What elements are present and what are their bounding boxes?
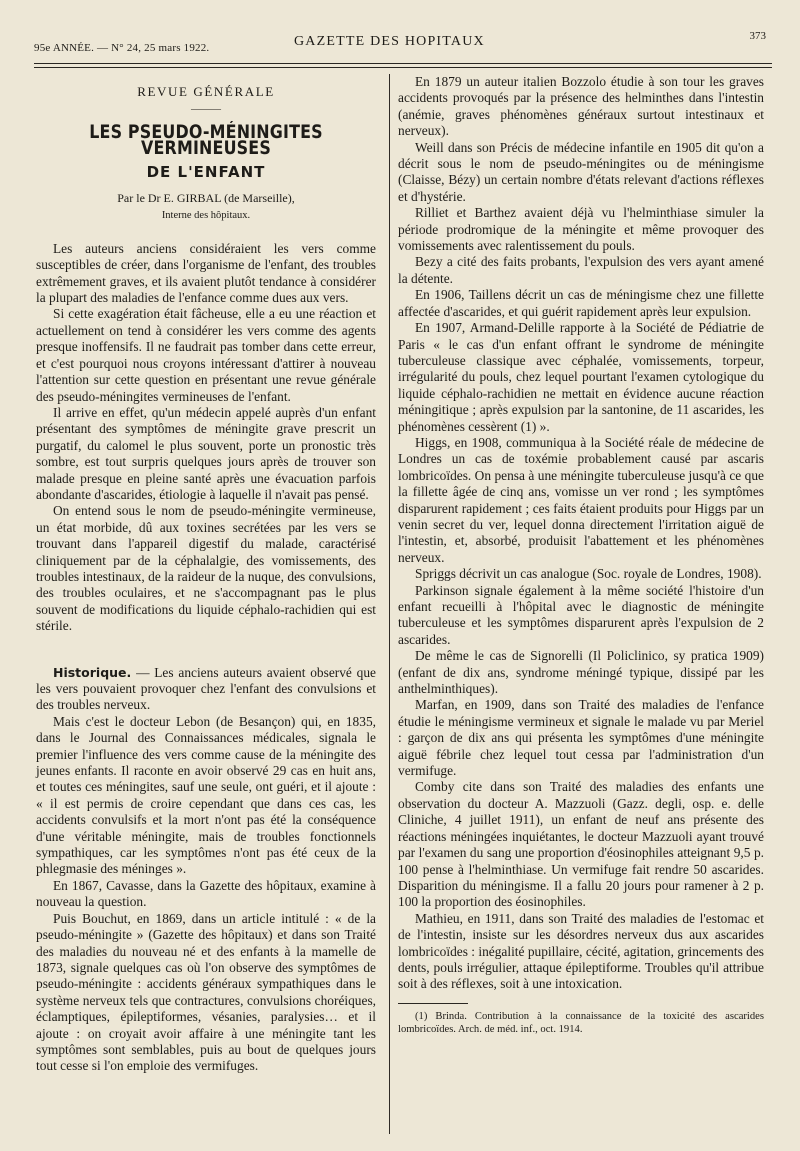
paragraph: Weill dans son Précis de médecine infantile en 1905 dit qu'on a décrit sous le nom de pseudo-méningites ou de méningisme (Claisse, Bézy) un certain nombre d'états relevant d'actions réflexes et d'hystérie. [398,139,764,204]
left-column [36,74,376,1075]
historique-paragraph [36,665,376,714]
paragraph: On entend sous le nom de pseudo-méningite vermineuse, un état morbide, dû aux toxines secrétées par les vers se trouvant dans l'appareil digestif du malade, caractérisé cliniquement par de la céphalalgie, des vomissements, des troubles intestinaux, de la raideur de la nuque, des convulsions, des troubles oculaires, et ne s'accompagnant pas le plus souvent de modifications du liquide céphalo-rachidien qui est stérile. [36,503,376,634]
author-byline: Par le Dr E. GIRBAL (de Marseille), [117,191,295,206]
paragraph: Bezy a cité des faits probants, l'expulsion des vers ayant amené la détente. [398,254,764,286]
journal-title: GAZETTE DES HOPITAUX [294,34,485,49]
article-subtitle: DE L'ENFANT [146,162,266,181]
running-header [34,30,772,64]
author-title: Interne des hôpitaux. [161,210,251,222]
section-kicker: REVUE GÉNÉRALE [137,84,275,99]
paragraph: Il arrive en effet, qu'un médecin appelé auprès d'un enfant présentant des symptômes de méningite grave prescrit un purgatif, du calomel le plus souvent, porte un pronostic très sombre, est tout surpris quelques jours après de trouver son malade presque en pleine santé après une évacuation parfois abondante d'ascarides, étiologie à laquelle il n'avait pas pensé. [36,404,376,502]
paragraph: Les auteurs anciens considéraient les vers comme susceptibles de créer, dans l'organisme de l'enfant, des troubles extrêmement graves, et ils avaient plutôt tendance à considérer la plupart des maladies de l'enfance comme dues aux vers. [36,240,376,306]
header-rule [34,63,772,64]
column-divider [389,74,390,1134]
right-column [398,74,764,1036]
page-number: 373 [749,30,766,42]
paragraph: En 1867, Cavasse, dans la Gazette des hôpitaux, examine à nouveau la question. [36,877,376,910]
issue-info: 95e ANNÉE. — N° 24, 25 mars 1922. [34,42,210,54]
article-title: LES PSEUDO-MÉNINGITES VERMINEUSES [89,121,323,160]
paragraph: Mathieu, en 1911, dans son Traité des maladies de l'estomac et de l'intestin, insiste sur les désordres nerveux dus aux ascarides lombricoïdes : inégalité pupillaire, cécité, agitation, grincements des dents, pouls irrégulier, attaque épileptiforme. Troubles qu'il attribue soit à des réflexes, soit à une intoxication. [398,910,764,992]
paragraph: De même le cas de Signorelli (Il Policlinico, sy pratica 1909) (enfant de dix ans, syndrome méningé typique, dissipé par les anthelminthiques). [398,648,764,697]
paragraph-text: — Les anciens auteurs avaient observé que les vers pouvaient provoquer chez l'enfant des convulsions et des troubles nerveux. [36,664,376,713]
paragraph: Higgs, en 1908, communiqua à la Société réale de médecine de Londres un cas de toxémie probablement causé par ascaris lombricoïdes. On pensa à une méningite tuberculeuse jusqu'à ce que la fillette âgée de cinq ans, vomisse un ver rond ; les symptômes disparurent rapidement ; ces faits étaient produits pour Higgs par un venin secret du ver, lequel donna directement l'irritation aiguë de l'intestin, et, absorbé, produisit l'abattement et les phénomènes nerveux. [398,434,764,565]
section-heading: Historique. [53,664,132,680]
paragraph: En 1879 un auteur italien Bozzolo étudie à son tour les graves accidents provoqués par la présence des helminthes dans l'intestin (anémie, graves phénomènes généraux surtout intestinaux et nerveux). [398,74,764,139]
paragraph: Spriggs décrivit un cas analogue (Soc. royale de Londres, 1908). [415,566,762,582]
paragraph: En 1906, Taillens décrit un cas de méningisme chez une fillette affectée d'ascarides, et qui guérit rapidement après leur expulsion. [398,287,764,319]
paragraph: Comby cite dans son Traité des maladies des enfants une observation du docteur A. Mazzuoli (Gazz. degli, osp. e. delle Cliniche, 4 juillet 1911), un enfant de neuf ans présente des réactions méningées inquiétantes, le docteur Mazzuoli ayant trouvé par l'examen du sang une proportion d'éosinophiles atteignant 9,5 p. 100 pense à l'helminthiase. Un vermifuge fait rendre 50 ascarides. Disparition du méningisme. Il a fallu 20 jours pour ramener à 2 p. 100 la proportion des éosinophiles. [398,779,764,910]
paragraph: Marfan, en 1909, dans son Traité des maladies de l'enfance étudie le méningisme vermineux et signale le malade vu par Meriel : garçon de dix ans qui présenta les symptômes d'une méningite aiguë fébrile chez lequel tout cessa par l'administration d'un vermifuge. [398,697,764,779]
paragraph: En 1907, Armand-Delille rapporte à la Société de Pédiatrie de Paris « le cas d'un enfant offrant le syndrome de méningite tuberculeuse classique avec céphalée, vomissements, torpeur, irrégularité du pouls, chez lequel pourtant l'examen cytologique du liquide céphalo-rachidien ne mettait en évidence aucune réaction méningitique ; après expulsion par la santonine, de 11 ascarides, les phénomènes cessèrent (1) ». [398,320,764,434]
footnote-rule [398,1003,468,1004]
paragraph: Puis Bouchut, en 1869, dans un article intitulé : « de la pseudo-méningite » (Gazette des hôpitaux) et dans son Traité des maladies du nouveau né et des enfants à la mamelle de 1873, signale quelques cas où l'on observe des symptômes de pseudo-méningite : accidents généraux sympathiques dans le système nerveux tels que contractures, convulsions choréiques, éclamptiques, épileptiformes, vésanies, paralysies… et il ajoute : on croyait avoir affaire à une méningite tant les symptômes sont semblables, puis au bout de quelques jours tout cesse si l'on emploie des vermifuges. [36,910,376,1074]
footnote: (1) Brinda. Contribution à la connaissance de la toxicité des ascarides lombricoïdes. Arch. de méd. inf., oct. 1914. [398,1010,764,1035]
paragraph: Rilliet et Barthez avaient déjà vu l'helminthiase simuler la période prodromique de la méningite et même provoquer des vomissements avec ralentissement du pouls. [398,205,764,254]
paragraph: Si cette exagération était fâcheuse, elle a eu une réaction et actuellement on tend à considérer les vers comme des agents presque inoffensifs. Il ne faudrait pas tomber dans cette erreur, et c'est pourquoi nous croyons intéressant d'attirer à nouveau l'attention sur cette question en présentant une revue générale des pseudo-méningites vermineuses de l'enfant. [36,306,376,404]
paragraph: Mais c'est le docteur Lebon (de Besançon) qui, en 1835, dans le Journal des Connaissances médicales, signala le premier l'influence des vers comme cause de la méningite des jeunes enfants. Il raconte en avoir observé 29 cas en huit ans, et toutes ces méningites, sauf une seule, ont guéri, et il ajoute : « il est permis de croire cependant que dans ces cas, les accidents convulsifs et la mort n'ont pas été la conséquence d'une véritable méningite, mais de troubles fonctionnels sympathiques, car les symptômes n'ont pas été ceux de la phlegmasie des méninges ». [36,713,376,877]
kicker-ornament: ——— [191,104,221,116]
paragraph: Parkinson signale également à la même société l'histoire d'un enfant recueilli à l'hôpital avec le diagnostic de méningite tuberculeuse et les symptômes disparurent après l'expulsion de 2 ascarides. [398,582,764,647]
header-rule-thin [34,67,772,68]
